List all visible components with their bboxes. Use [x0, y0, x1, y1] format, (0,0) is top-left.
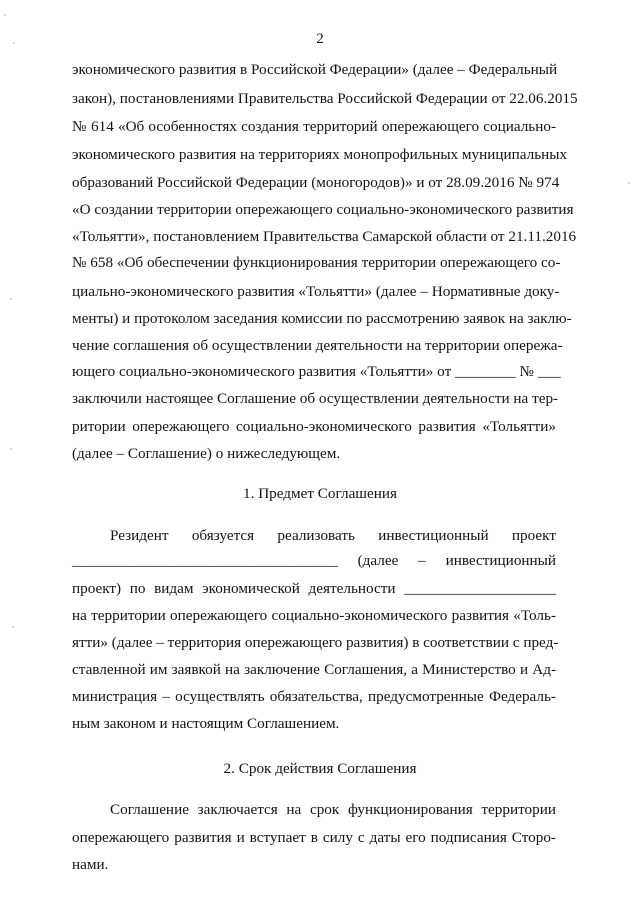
paragraph-line: заключили настоящее Соглашение об осуществлении деятельности на тер-	[72, 390, 559, 407]
paragraph-line: образований Российской Федерации (моногородов)» и от 28.09.2016 № 974	[72, 174, 560, 191]
scan-speck	[10, 448, 12, 450]
page-number: 2	[316, 31, 324, 47]
section-heading: 1. Предмет Соглашения	[243, 485, 397, 502]
paragraph-line: ятти» (далее – территория опережающего развития) в соответствии с пред-	[72, 634, 559, 651]
paragraph-line: на территории опережающего социально-экономического развития «Толь-	[72, 607, 556, 624]
paragraph-line: нами.	[72, 856, 109, 873]
paragraph-line: чение соглашения об осуществлении деятельности на территории опережа-	[72, 337, 563, 354]
paragraph-line: ___________________________________ (далее – инвестиционный	[72, 552, 556, 569]
paragraph-line: Резидент обязуется реализовать инвестиционный проект	[110, 527, 556, 544]
scan-speck	[12, 626, 14, 628]
paragraph-line: ставленной им заявкой на заключение Соглашения, а Министерство и Ад-	[72, 661, 556, 678]
paragraph-line: менты) и протоколом заседания комиссии по рассмотрению заявок на заклю-	[72, 310, 572, 327]
paragraph-line: «О создании территории опережающего социально-экономического развития	[72, 201, 574, 218]
scan-speck	[10, 298, 12, 300]
scan-speck	[13, 42, 15, 44]
paragraph-line: ным законом и настоящим Соглашением.	[72, 715, 340, 732]
paragraph-line: Соглашение заключается на срок функционирования территории	[110, 801, 556, 818]
scan-speck	[628, 182, 630, 184]
paragraph-line: экономического развития на территориях монопрофильных муниципальных	[72, 146, 568, 163]
paragraph-line: (далее – Соглашение) о нижеследующем.	[72, 445, 341, 462]
paragraph-line: экономического развития в Российской Федерации» (далее – Федеральный	[72, 61, 558, 78]
paragraph-line: закон), постановлениями Правительства Российской Федерации от 22.06.2015	[72, 90, 578, 107]
paragraph-line: проект) по видам экономической деятельности ____________________	[72, 580, 556, 597]
paragraph-line: министрация – осуществлять обязательства, предусмотренные Федераль-	[72, 688, 556, 705]
paragraph-line: «Тольятти», постановлением Правительства Самарской области от 21.11.2016	[72, 228, 577, 245]
paragraph-line: циально-экономического развития «Тольятти» (далее – Нормативные доку-	[72, 283, 560, 300]
paragraph-line: № 614 «Об особенностях создания территорий опережающего социально-	[72, 118, 556, 135]
paragraph-line: № 658 «Об обеспечении функционирования территории опережающего со-	[72, 254, 561, 271]
paragraph-line: ющего социально-экономического развития «Тольятти» от ________ № ___	[72, 363, 561, 380]
paragraph-line: опережающего развития и вступает в силу с даты его подписания Сторо-	[72, 829, 556, 846]
paragraph-line: ритории опережающего социально-экономического развития «Тольятти»	[72, 418, 556, 435]
section-heading: 2. Срок действия Соглашения	[223, 760, 417, 777]
scan-speck	[4, 14, 6, 16]
